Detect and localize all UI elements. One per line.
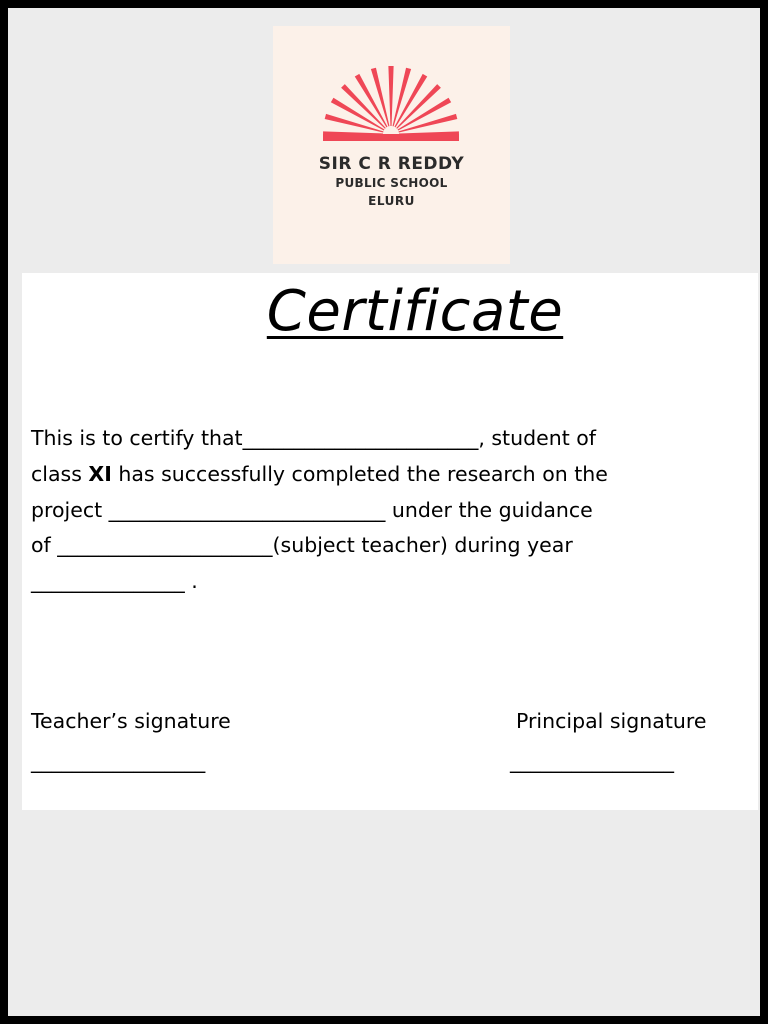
body-line-2-start: class <box>31 461 89 486</box>
school-logo <box>273 26 510 264</box>
school-location: ELURU <box>368 194 415 208</box>
teacher-signature-label: Teacher’s signature <box>31 709 231 733</box>
principal-signature-line: ________________ <box>510 749 674 773</box>
sun-rays-icon <box>321 64 461 144</box>
sun-horizon <box>323 134 459 141</box>
body-line-1: This is to certify that_______________________, student of <box>31 426 597 450</box>
certificate-title: Certificate <box>266 279 564 344</box>
teacher-signature-line: _________________ <box>31 749 206 773</box>
body-line-2-end: has successfully completed the research on the <box>111 461 608 486</box>
certificate-body <box>31 421 753 600</box>
body-line-5: _______________ . <box>31 569 198 594</box>
school-name: SIR C R REDDY <box>318 154 465 174</box>
body-line-3: project ___________________________ under the guidance <box>31 497 593 522</box>
principal-signature-label: Principal signature <box>516 709 707 733</box>
certificate-card <box>22 273 758 810</box>
school-type: PUBLIC SCHOOL <box>335 176 448 190</box>
body-line-4: of _____________________(subject teacher) during year <box>31 533 573 558</box>
class-name: XI <box>88 461 112 486</box>
sun-ray <box>388 66 393 126</box>
